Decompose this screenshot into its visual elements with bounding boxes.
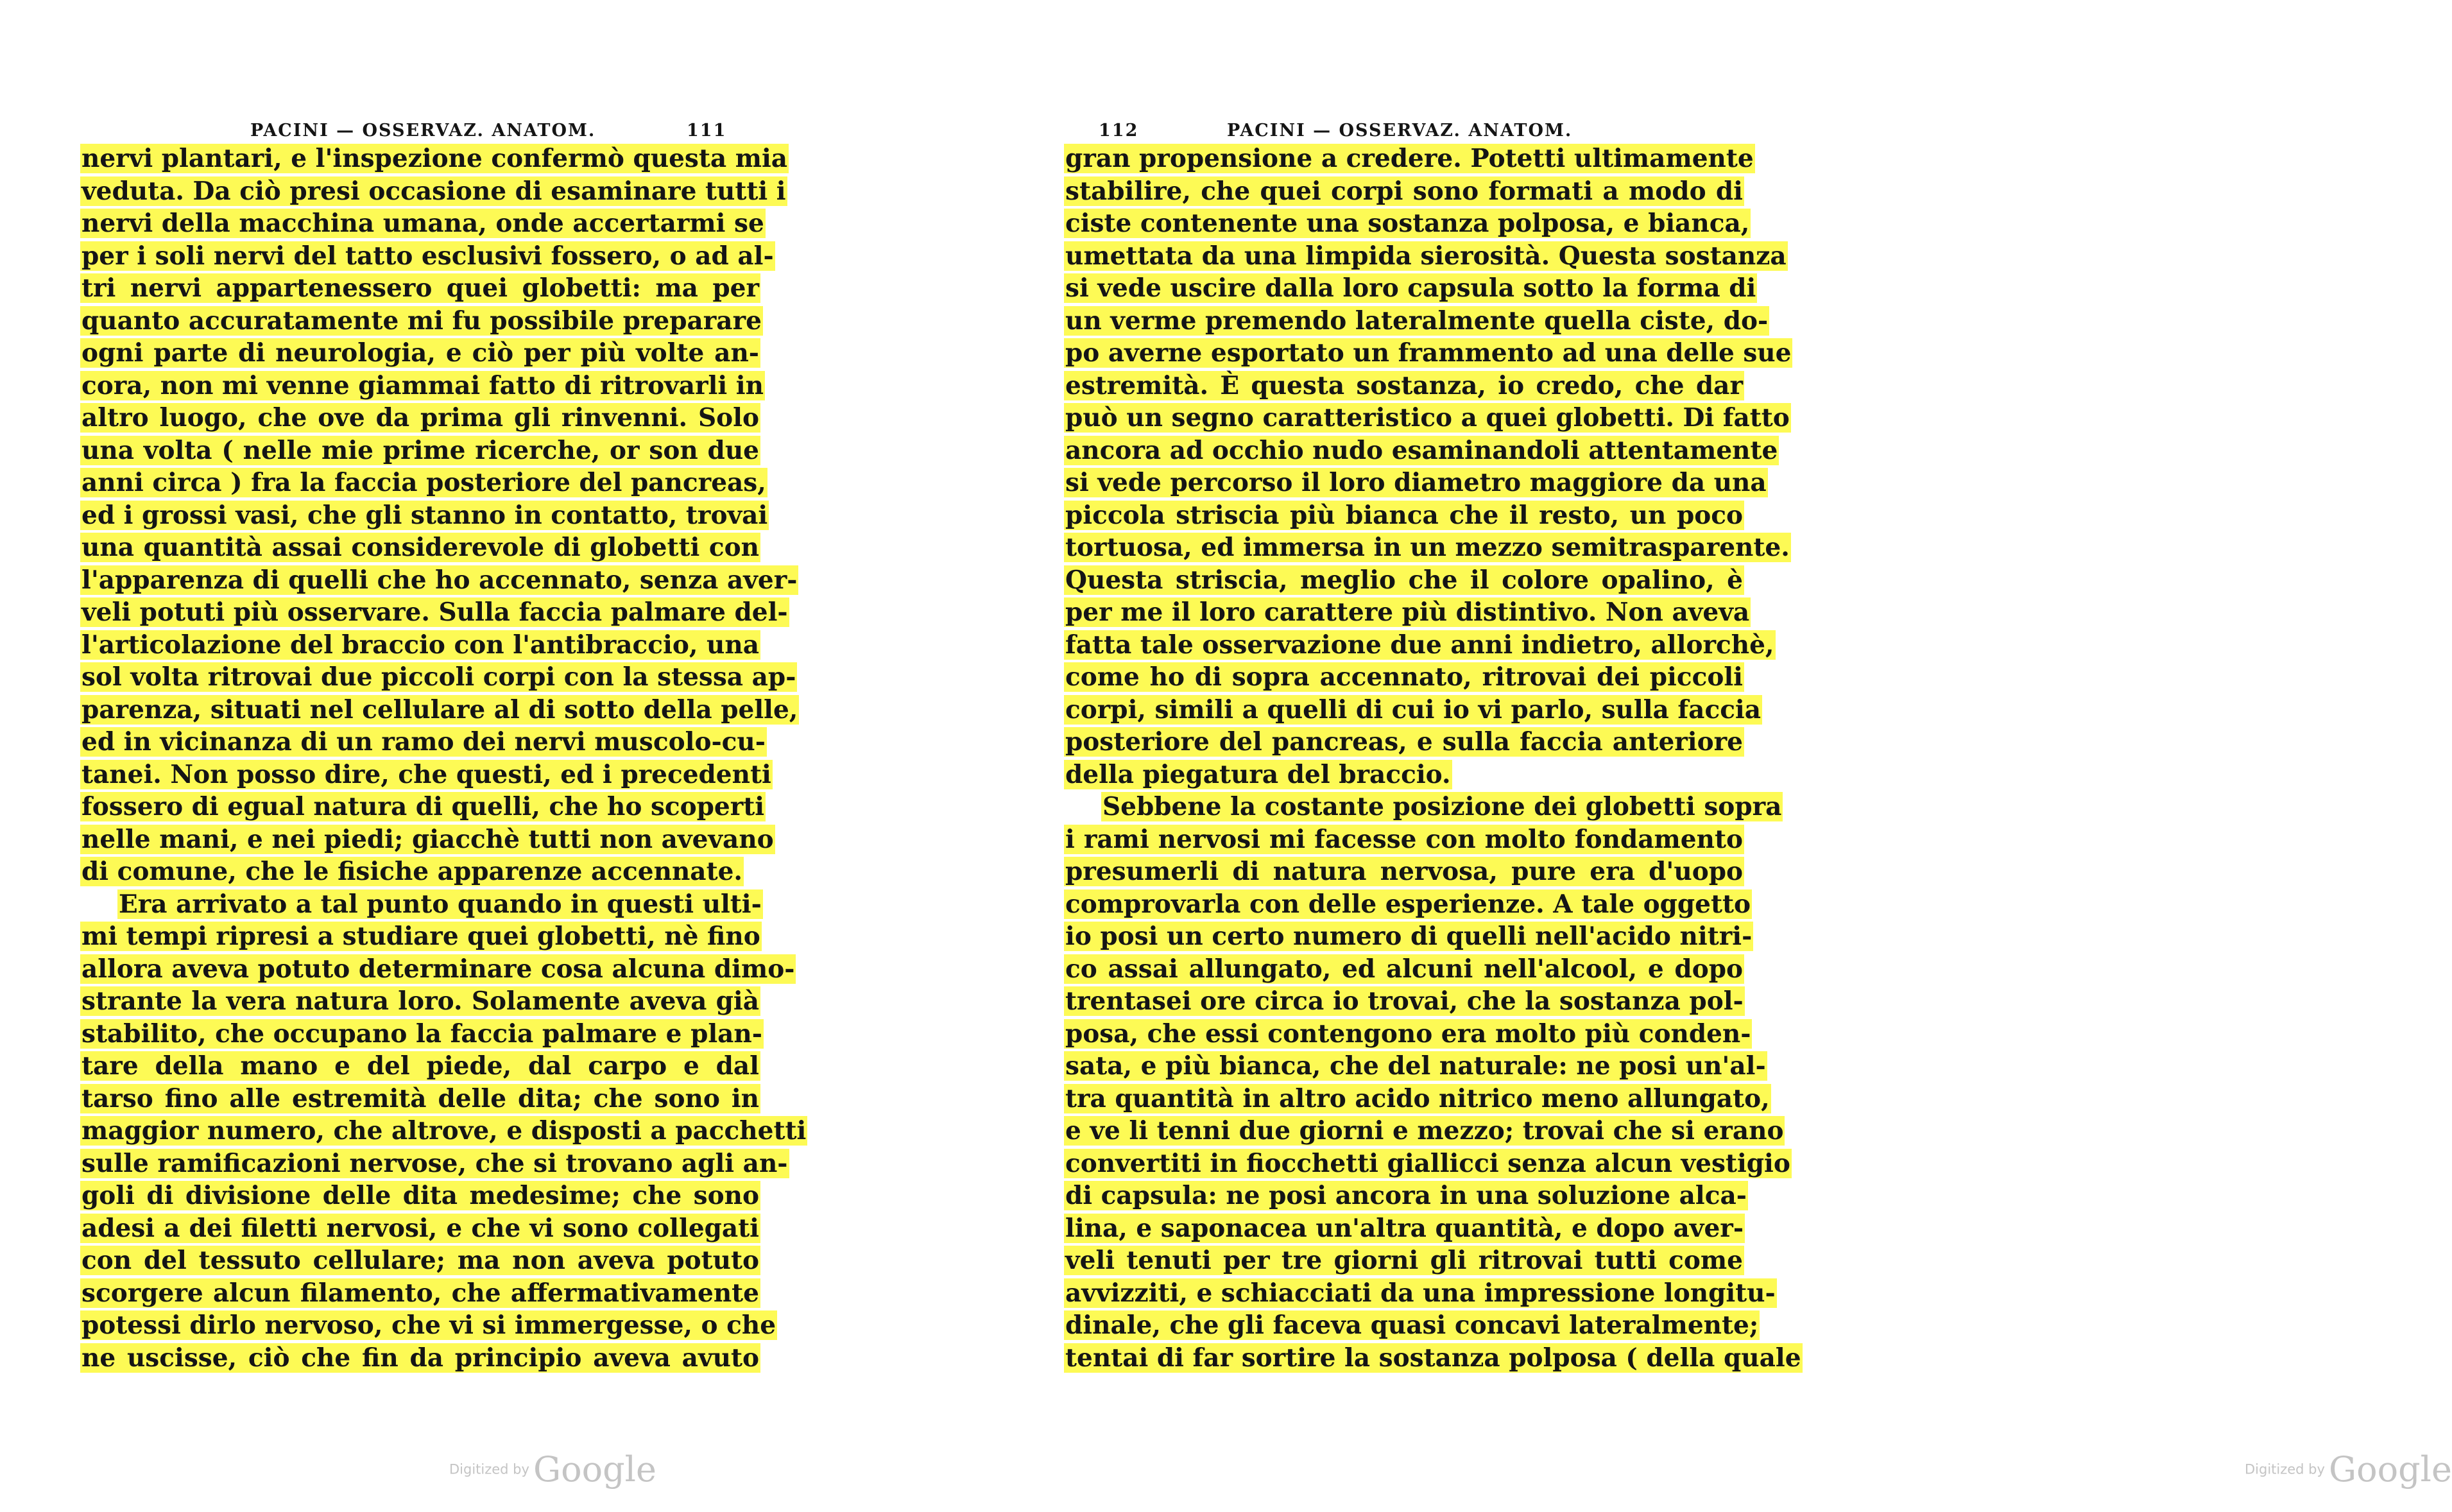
highlighted-text: e ve li tenni due giorni e mezzo; trovai che si erano bbox=[1065, 1116, 1784, 1146]
running-head-title: PACINI — OSSERVAZ. ANATOM. bbox=[250, 121, 596, 141]
highlighted-text: piccola striscia più bianca che il resto, un poco bbox=[1065, 500, 1743, 530]
text-line bbox=[1064, 823, 1744, 856]
highlighted-text: un verme premendo lateralmente quella ciste, do- bbox=[1065, 305, 1769, 336]
text-line bbox=[80, 337, 760, 370]
highlighted-text: si vede uscire dalla loro capsula sotto la forma di bbox=[1065, 273, 1756, 303]
text-line bbox=[1064, 1309, 1759, 1342]
watermark-small-text: Digitized by bbox=[449, 1461, 529, 1477]
text-line bbox=[80, 1342, 760, 1375]
text-line bbox=[80, 985, 760, 1018]
highlighted-text: nelle mani, e nei piedi; giacchè tutti non avevano bbox=[81, 824, 774, 854]
highlighted-text: tentai di far sortire la sostanza polposa ( della quale bbox=[1065, 1343, 1801, 1373]
highlighted-text: posa, che essi contengono era molto più conden- bbox=[1065, 1018, 1751, 1049]
text-line bbox=[80, 402, 760, 434]
highlighted-text: dinale, che gli faceva quasi concavi lateralmente; bbox=[1065, 1310, 1759, 1340]
running-head-title: PACINI — OSSERVAZ. ANATOM. bbox=[1227, 121, 1573, 141]
text-line bbox=[1064, 531, 1790, 564]
highlighted-text: come ho di sopra accennato, ritrovai dei piccoli bbox=[1065, 662, 1743, 692]
text-line bbox=[80, 694, 798, 726]
highlighted-text: sulle ramificazioni nervose, che si trovano agli an- bbox=[81, 1148, 788, 1178]
text-line bbox=[1064, 920, 1753, 953]
highlighted-text: stabilire, che quei corpi sono formati a modo di bbox=[1065, 176, 1743, 206]
text-line bbox=[80, 1115, 807, 1147]
highlighted-text: veli potuti più osservare. Sulla faccia palmare del- bbox=[81, 597, 788, 627]
highlighted-text: io posi un certo numero di quelli nell'acido nitri- bbox=[1065, 922, 1753, 951]
text-line bbox=[80, 499, 768, 532]
text-line bbox=[1064, 564, 1744, 597]
text-line bbox=[1064, 1050, 1766, 1083]
highlighted-text: tri nervi appartenessero quei globetti: ma per bbox=[81, 273, 759, 303]
text-line bbox=[1064, 467, 1767, 499]
highlighted-text: di capsula: ne posi ancora in una soluzione alca- bbox=[1065, 1181, 1747, 1210]
highlighted-text: quanto accuratamente mi fu possibile preparare bbox=[81, 305, 762, 336]
text-line bbox=[80, 759, 771, 791]
highlighted-text: per i soli nervi del tatto esclusivi fossero, o ad al- bbox=[81, 241, 774, 271]
text-line bbox=[80, 1147, 788, 1180]
text-line bbox=[80, 953, 795, 986]
text-line bbox=[80, 629, 760, 662]
text-line bbox=[1064, 370, 1744, 402]
text-line bbox=[80, 596, 788, 629]
highlighted-text: umettata da una limpida sierosità. Questa sostanza bbox=[1065, 241, 1787, 271]
text-line bbox=[1064, 1180, 1747, 1212]
highlighted-text: stabilito, che occupano la faccia palmare e plan- bbox=[81, 1018, 762, 1049]
text-line bbox=[80, 661, 796, 694]
highlighted-text: scorgere alcun filamento, che affermativamente bbox=[81, 1278, 759, 1308]
highlighted-text: maggior numero, che altrove, e disposti a pacchetti bbox=[81, 1116, 807, 1146]
highlighted-text: gran propensione a credere. Potetti ultimamente bbox=[1065, 144, 1754, 173]
left-page bbox=[0, 0, 909, 1512]
text-line bbox=[1064, 791, 1782, 823]
highlighted-text: goli di divisione delle dita medesime; che sono bbox=[81, 1181, 759, 1210]
body-text bbox=[80, 142, 807, 1374]
text-line bbox=[1064, 985, 1744, 1018]
text-line bbox=[80, 467, 766, 499]
highlighted-text: fossero di egual natura di quelli, che ho scoperti bbox=[81, 792, 765, 821]
text-line bbox=[80, 823, 774, 856]
highlighted-text: tarso fino alle estremità delle dita; che sono in bbox=[81, 1083, 759, 1113]
highlighted-text: ed i grossi vasi, che gli stanno in contatto, trovai bbox=[81, 500, 768, 530]
text-line bbox=[80, 531, 760, 564]
highlighted-text: Era arrivato a tal punto quando in questi ulti- bbox=[119, 889, 762, 919]
highlighted-text: ed in vicinanza di un ramo dei nervi muscolo-cu- bbox=[81, 727, 766, 757]
text-line bbox=[1064, 1277, 1776, 1310]
text-line bbox=[1064, 305, 1769, 338]
text-line bbox=[80, 370, 764, 402]
digitized-by-google-watermark bbox=[2245, 1449, 2452, 1490]
text-line bbox=[80, 564, 798, 597]
text-line bbox=[80, 207, 764, 240]
highlighted-text: tortuosa, ed immersa in un mezzo semitrasparente. bbox=[1065, 533, 1790, 562]
highlighted-text: nervi plantari, e l'inspezione confermò questa mia bbox=[81, 144, 788, 173]
highlighted-text: ancora ad occhio nudo esaminandoli attentamente bbox=[1065, 435, 1778, 465]
text-line bbox=[80, 791, 765, 823]
text-line bbox=[80, 305, 760, 338]
text-line bbox=[1064, 337, 1792, 370]
text-line bbox=[1064, 1244, 1744, 1277]
text-line bbox=[80, 142, 788, 175]
text-line bbox=[1064, 1018, 1751, 1051]
text-line bbox=[1064, 1115, 1784, 1147]
text-line bbox=[1064, 1342, 1801, 1375]
text-line bbox=[1064, 434, 1778, 467]
highlighted-text: convertiti in fiocchetti giallicci senza alcun vestigio bbox=[1065, 1148, 1790, 1178]
highlighted-text: una quantità assai considerevole di globetti con bbox=[81, 533, 759, 562]
highlighted-text: avvizziti, e schiacciati da una impressione longitu- bbox=[1065, 1278, 1776, 1308]
right-page bbox=[910, 0, 2452, 1512]
highlighted-text: per me il loro carattere più distintivo. Non aveva bbox=[1065, 597, 1750, 627]
text-line bbox=[1064, 888, 1751, 921]
text-line bbox=[1064, 1083, 1770, 1115]
text-line bbox=[80, 1083, 760, 1115]
text-line bbox=[80, 1180, 760, 1212]
highlighted-text: anni circa ) fra la faccia posteriore del pancreas, bbox=[81, 468, 766, 497]
highlighted-text: strante la vera natura loro. Solamente aveva già bbox=[81, 986, 759, 1016]
highlighted-text: fatta tale osservazione due anni indietro, allorchè, bbox=[1065, 630, 1774, 660]
text-line bbox=[1064, 175, 1744, 208]
highlighted-text: parenza, situati nel cellulare al di sotto della pelle, bbox=[81, 694, 798, 725]
text-line bbox=[80, 272, 760, 305]
text-line bbox=[1064, 953, 1744, 986]
highlighted-text: altro luogo, che ove da prima gli rinvenni. Solo bbox=[81, 403, 759, 433]
highlighted-text: adesi a dei filetti nervosi, e che vi sono collegati bbox=[81, 1213, 759, 1243]
highlighted-text: Questa striscia, meglio che il colore opalino, è bbox=[1065, 565, 1743, 595]
text-line bbox=[80, 1018, 760, 1051]
highlighted-text: comprovarla con delle esperienze. A tale oggetto bbox=[1065, 889, 1751, 919]
highlighted-text: della piegatura del braccio. bbox=[1065, 759, 1451, 789]
text-line bbox=[1064, 240, 1787, 273]
text-line bbox=[1064, 142, 1754, 175]
highlighted-text: potessi dirlo nervoso, che vi si immergesse, o che bbox=[81, 1310, 776, 1340]
highlighted-text: l'apparenza di quelli che ho accennato, senza aver- bbox=[81, 565, 798, 595]
highlighted-text: veduta. Da ciò presi occasione di esaminare tutti i bbox=[81, 176, 786, 206]
highlighted-text: tra quantità in altro acido nitrico meno allungato, bbox=[1065, 1083, 1770, 1113]
highlighted-text: può un segno caratteristico a quei globetti. Di fatto bbox=[1065, 403, 1790, 433]
highlighted-text: estremità. È questa sostanza, io credo, che dar bbox=[1065, 370, 1743, 400]
text-line bbox=[80, 1244, 760, 1277]
text-line bbox=[80, 1309, 776, 1342]
text-line bbox=[1064, 759, 1744, 791]
text-line bbox=[1064, 499, 1744, 532]
highlighted-text: sata, e più bianca, che del naturale: ne posi un'al- bbox=[1065, 1051, 1766, 1081]
watermark-logo-text: Google bbox=[2328, 1449, 2452, 1490]
text-line bbox=[1064, 629, 1774, 662]
highlighted-text: tanei. Non posso dire, che questi, ed i precedenti bbox=[81, 759, 771, 789]
highlighted-text: ne uscisse, ciò che fin da principio aveva avuto bbox=[81, 1343, 759, 1373]
highlighted-text: corpi, simili a quelli di cui io vi parlo, sulla faccia bbox=[1065, 694, 1762, 725]
text-line bbox=[1064, 1212, 1744, 1245]
highlighted-text: ogni parte di neurologia, e ciò per più volte an- bbox=[81, 338, 759, 368]
text-line bbox=[80, 920, 760, 953]
body-text bbox=[1064, 142, 1801, 1374]
text-line bbox=[80, 240, 774, 273]
highlighted-text: nervi della macchina umana, onde accertarmi se bbox=[81, 209, 764, 238]
highlighted-text: co assai allungato, ed alcuni nell'alcool, e dopo bbox=[1065, 954, 1743, 984]
highlighted-text: cora, non mi venne giammai fatto di ritrovarli in bbox=[81, 370, 764, 400]
watermark-small-text: Digitized by bbox=[2245, 1461, 2325, 1477]
highlighted-text: trentasei ore circa io trovai, che la sostanza pol- bbox=[1065, 986, 1744, 1016]
highlighted-text: con del tessuto cellulare; ma non aveva potuto bbox=[81, 1246, 759, 1275]
text-line bbox=[1064, 726, 1744, 759]
highlighted-text: lina, e saponacea un'altra quantità, e dopo aver- bbox=[1065, 1213, 1744, 1243]
highlighted-text: Sebbene la costante posizione dei globetti sopra bbox=[1102, 792, 1782, 821]
text-line bbox=[1064, 855, 1744, 888]
text-line bbox=[80, 175, 786, 208]
page-number: 111 bbox=[687, 121, 727, 141]
highlighted-text: po averne esportato un frammento ad una delle sue bbox=[1065, 338, 1792, 368]
highlighted-text: l'articolazione del braccio con l'antibraccio, una bbox=[81, 630, 759, 660]
highlighted-text: mi tempi ripresi a studiare quei globetti, nè fino bbox=[81, 922, 760, 951]
text-line bbox=[80, 1050, 760, 1083]
highlighted-text: i rami nervosi mi facesse con molto fondamento bbox=[1065, 824, 1743, 854]
text-line bbox=[80, 1277, 760, 1310]
highlighted-text: una volta ( nelle mie prime ricerche, or son due bbox=[81, 435, 759, 465]
highlighted-text: di comune, che le fisiche apparenze accennate. bbox=[81, 857, 742, 886]
text-line bbox=[1064, 661, 1744, 694]
highlighted-text: ciste contenente una sostanza polposa, e bianca, bbox=[1065, 209, 1750, 238]
highlighted-text: tare della mano e del piede, dal carpo e dal bbox=[81, 1051, 759, 1081]
highlighted-text: veli tenuti per tre giorni gli ritrovai tutti come bbox=[1065, 1246, 1743, 1275]
page-number: 112 bbox=[1099, 121, 1139, 141]
text-line bbox=[80, 1212, 760, 1245]
highlighted-text: si vede percorso il loro diametro maggiore da una bbox=[1065, 468, 1767, 497]
text-line bbox=[1064, 694, 1762, 726]
highlighted-text: sol volta ritrovai due piccoli corpi con la stessa ap- bbox=[81, 662, 796, 692]
text-line bbox=[1064, 596, 1750, 629]
watermark-logo-text: Google bbox=[533, 1449, 656, 1490]
highlighted-text: posteriore del pancreas, e sulla faccia anteriore bbox=[1065, 727, 1743, 757]
text-line bbox=[1064, 402, 1790, 434]
text-line bbox=[80, 888, 760, 921]
digitized-by-google-watermark bbox=[449, 1449, 656, 1490]
highlighted-text: allora aveva potuto determinare cosa alcuna dimo- bbox=[81, 954, 795, 984]
text-line bbox=[80, 855, 760, 888]
text-line bbox=[80, 726, 766, 759]
text-line bbox=[1064, 272, 1756, 305]
highlighted-text: presumerli di natura nervosa, pure era d'uopo bbox=[1065, 857, 1743, 886]
text-line bbox=[1064, 1147, 1790, 1180]
text-line bbox=[80, 434, 760, 467]
text-line bbox=[1064, 207, 1750, 240]
